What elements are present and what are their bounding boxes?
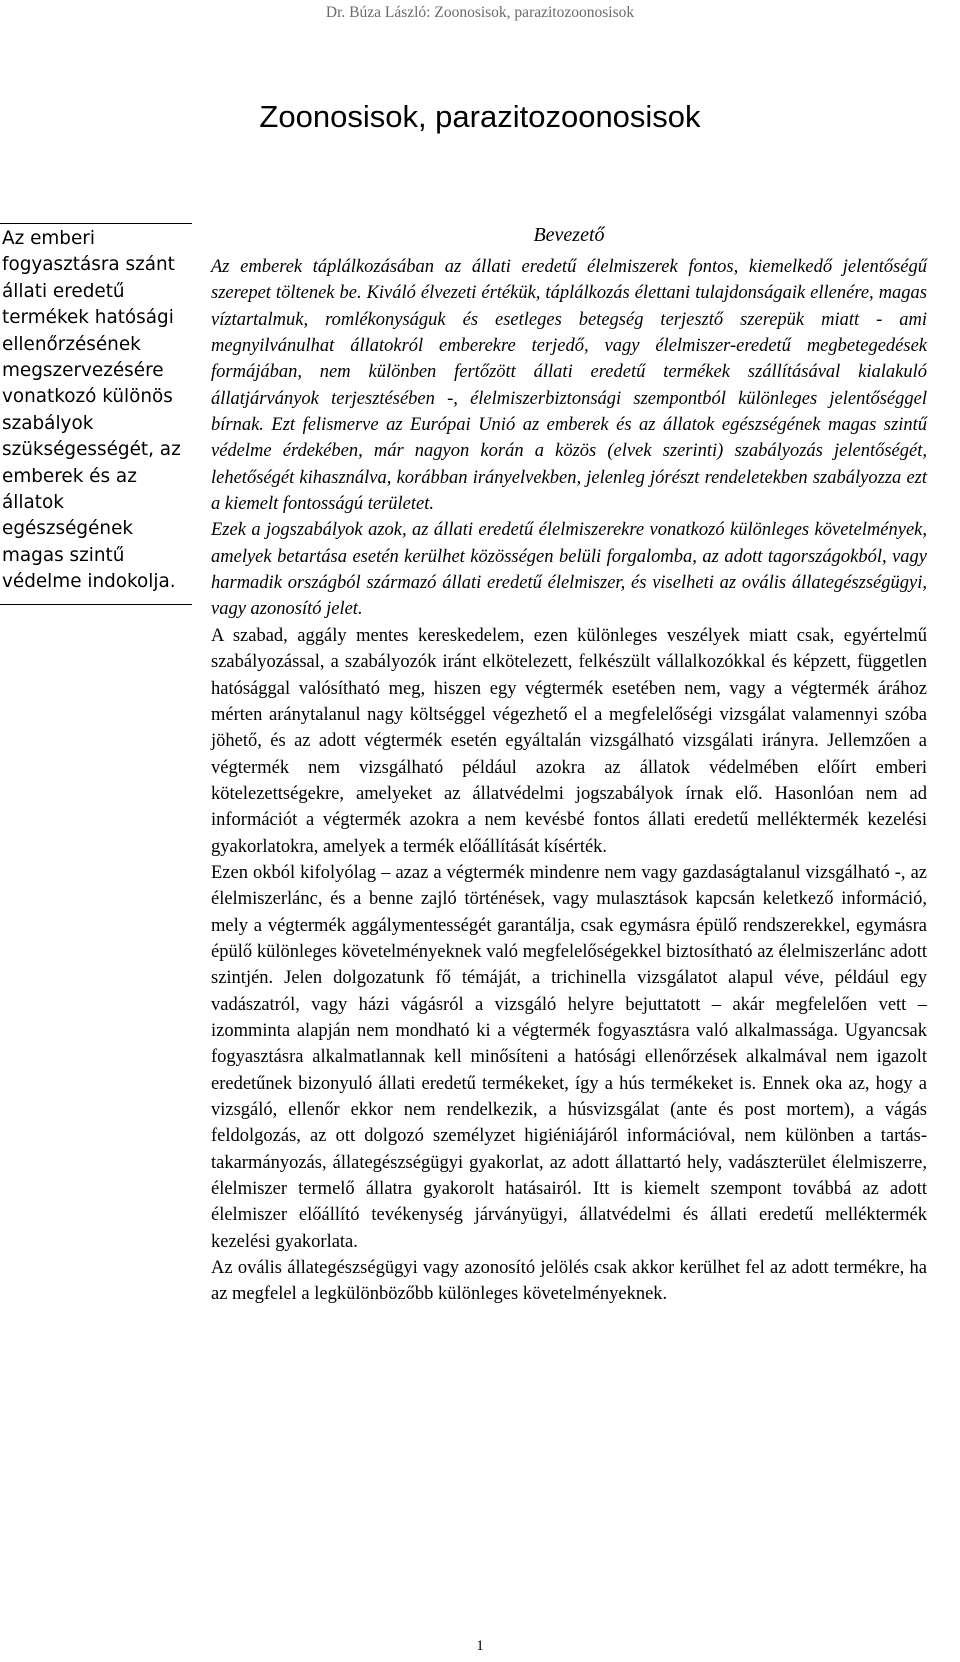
intro-paragraph: Az emberek táplálkozásában az állati eredetű élelmiszerek fontos, kiemelkedő jelentőségű szerepet töltenek be. Kiváló élvezeti értékük, táplálkozás élettani tulajdonságaik ellenére, magas víztartalmuk, romlékonyságuk és esetleges betegség terjesztő szerepük miatt - ami megnyilvánulhat állatokról emberekre terjedő, vagy élelmiszer-eredetű megbetegedések formájában, nem különben fertőzött állati eredetű termékek szállításával kialakuló állatjárványok terjesztésében -, élelmiszerbiztonsági szempontból különleges jelentőséggel bírnak. Ezt felismerve az Európai Unió az emberek és az állatok egészségének magas szintű védelme érdekében, már nagyon korán a közös (elvek szerinti) szabályozás jelentőségét, lehetőségét kihasználva, korábban irányelvekben, jelenleg jórészt rendeletekben szabályozza ezt a kiemelt fontosságú területet. bbox=[211, 257, 927, 515]
body-paragraph: Ezen okból kifolyólag – azaz a végtermék mindenre nem vagy gazdaságtalanul vizsgálható -, az élelmiszerlánc, és a benne zajló történések, vagy mulasztások kapcsán keletkező információ, mely a végtermék aggálymentességét garantálja, csak egymásra épülő rendszerekkel, egymásra épülő különleges követelményeknek való megfelelőségekkel biztosítható az élelmiszerlánc adott szintjén. Jelen dolgozatunk fő témáját, a trichinella vizsgálatot alapul véve, például egy vadászatról, vagy házi vágásról a vizsgáló helyre bejuttatott – akár megfelelően vett – izomminta alapján nem mondható ki a végtermék fogyasztásra való alkalmassága. Ugyancsak fogyasztásra alkalmatlannak kell minősíteni a hatósági ellenőrzések alkalmával nem igazolt eredetűnek bizonyuló állati eredetű termékeket, így a hús termékeket is. Ennek oka az, hogy a vizsgáló, ellenőr ekkor nem rendelkezik, a húsvizsgálat (ante és post mortem), a vágás feldolgozás, az ott dolgozó személyzet higiéniájáról információval, nem különben a tartás-takarmányozás, állategészségügyi gyakorlat, az adott állattartó hely, vadászterület élelmiszerre, élelmiszer termelő állatra gyakorolt hatásairól. Itt is kiemelt szempont továbbá az adott élelmiszer előállító tevékenység járványügyi, állatvédelmi és állati eredetű melléktermék kezelési gyakorlata. bbox=[211, 862, 927, 1252]
sidebar-text: Az emberi fogyasztásra szánt állati eredetű termékek hatósági ellenőrzésének megszervezésére vonatkozó különös szabályok szükségességét, az emberek és az állatok egészségének magas szintű védelme indokolja. bbox=[2, 228, 181, 593]
body-paragraph: A szabad, aggály mentes kereskedelem, ezen különleges veszélyek miatt csak, egyértelmű szabályozással, a szabályozók iránt elkötelezett, felkészült vállalkozókkal és képzett, független hatósággal valósítható meg, hiszen egy végtermék esetében nem, vagy a végtermék árához mérten aránytalanul nagy költséggel végezhető el a megfelelőségi vizsgálat valamennyi szóba jöhető, és az adott végtermék esetén egyáltalán vizsgálható vizsgálati irányra. Jellemzően a végtermék nem vizsgálható például azokra az állatok védelmében előírt emberi kötelezettségekre, amelyeket az állatvédelmi jogszabályok írnak elő. Hasonlóan nem ad információt a végtermék azokra a nem kevésbé fontos állati eredetű melléktermék kezelési gyakorlatokra, amelyek a termék előállítását kísérték. bbox=[211, 625, 927, 857]
page-title: Zoonosisok, parazitozoonosisok bbox=[259, 99, 701, 134]
body-paragraph: Az ovális állategészségügyi vagy azonosító jelölés csak akkor kerülhet fel az adott termékre, ha az megfelel a legkülönbözőbb különleges követelményeknek. bbox=[211, 1258, 927, 1305]
sidebar-pull-quote bbox=[0, 223, 192, 605]
intro-paragraph: Ezek a jogszabályok azok, az állati eredetű élelmiszerekre vonatkozó különleges követelmények, amelyek betartása esetén kerülhet közösségen belüli forgalomba, az adott tagországokból, vagy harmadik országból származó állati eredetű élelmiszer, és viselheti az ovális állategészségügyi, vagy azonosító jelet. bbox=[211, 520, 927, 620]
section-title: Bevezető bbox=[533, 224, 605, 246]
running-header: Dr. Búza László: Zoonosisok, parazitozoonosisok bbox=[325, 4, 635, 21]
main-content bbox=[211, 220, 927, 1308]
page-number: 1 bbox=[476, 1638, 484, 1654]
